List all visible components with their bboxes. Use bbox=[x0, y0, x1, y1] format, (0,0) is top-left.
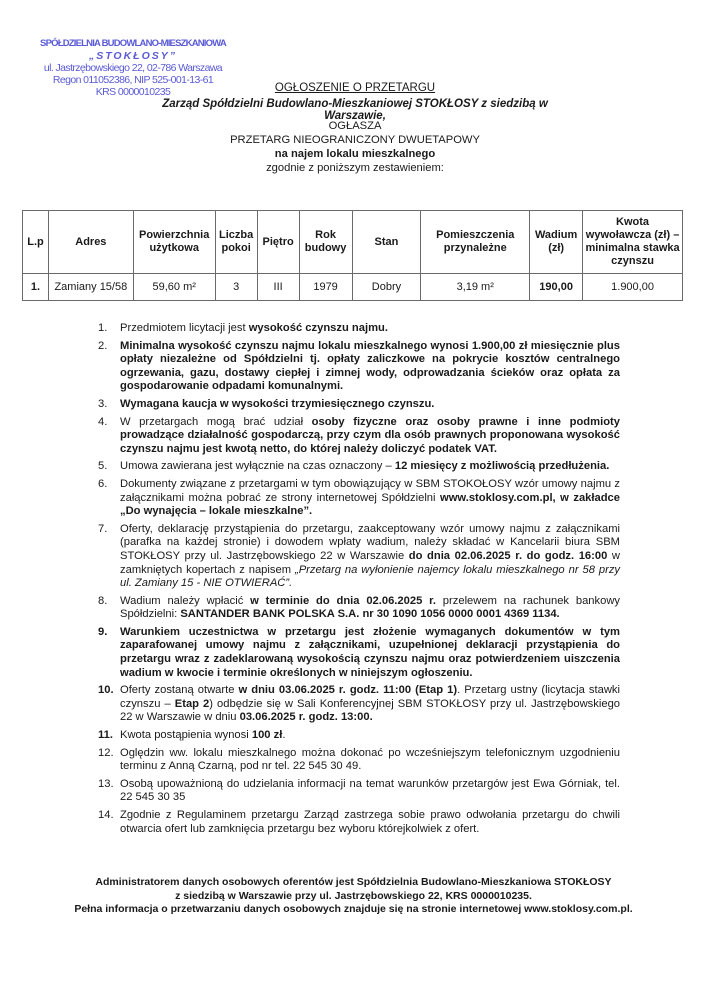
list-item-text: Osobą upoważnioną do udzielania informacji na temat warunków przetargów jest Ewa Górniak, tel. 22 545 30 35 bbox=[120, 777, 620, 804]
footer-line-3: Pełna informacja o przetwarzaniu danych osobowych znajduje się na stronie internetowej www.stoklosy.com.pl. bbox=[74, 903, 633, 915]
col-year: Rok budowy bbox=[299, 211, 352, 274]
list-item-number: 12. bbox=[98, 746, 114, 759]
col-starting-price: Kwota wywoławcza (zł) – minimalna stawka czynszu bbox=[583, 211, 683, 274]
announces: OGŁASZA bbox=[328, 120, 382, 132]
cell-rooms: 3 bbox=[215, 274, 257, 301]
list-item-number: 8. bbox=[98, 594, 108, 607]
list-item-text: Oferty zostaną otwarte w dniu 03.06.2025 r. godz. 11:00 (Etap 1). Przetarg ustny (licytacja stawki czynszu – Etap 2) odbędzie się w Sali Konferencyjnej SBM STOKŁOSY przy ul. Jastrzębowskiego 22 w Warszawie w dniu 03.06.2025 r. godz. 13:00. bbox=[120, 684, 621, 724]
col-condition: Stan bbox=[352, 211, 421, 274]
table-header-row bbox=[23, 211, 683, 274]
list-item-number: 6. bbox=[98, 477, 108, 490]
list-item-text: Wymagana kaucja w wysokości trzymiesięcznego czynszu. bbox=[120, 397, 435, 410]
stamp-address: ul. Jastrzębowskiego 22, 02-786 Warszawa bbox=[43, 62, 223, 74]
col-address: Adres bbox=[48, 211, 133, 274]
gdpr-footer bbox=[40, 876, 667, 917]
list-item-number: 7. bbox=[98, 522, 108, 535]
list-item-text: Minimalna wysokość czynszu najmu lokalu mieszkalnego wynosi 1.900,00 zł miesięcznie plus opłaty niezależne od Spółdzielni tj. opłaty zaliczkowe na pokrycie kosztów centralnego ogrzewania, gazu, dostawy ciepłej i zimnej wody, odprowadzania ścieków oraz opłata za gospodarowanie odpadami komunalnymi. bbox=[120, 339, 620, 393]
cell-starting-price: 1.900,00 bbox=[583, 274, 683, 301]
list-item-number: 13. bbox=[98, 777, 114, 790]
list-item-text: W przetargach mogą brać udział osoby fizyczne oraz osoby prawne i inne podmioty prowadzące działalność gospodarczą, przy czym dla osób prawnych proponowana wysokość czynszu najmu jest kwotą netto, do której należy doliczyć podatek VAT. bbox=[120, 415, 620, 455]
cell-year: 1979 bbox=[299, 274, 352, 301]
list-item-number: 14. bbox=[98, 809, 114, 821]
list-item-number: 10. bbox=[98, 684, 114, 697]
list-item bbox=[98, 416, 620, 457]
list-item-number: 9. bbox=[98, 625, 108, 638]
cell-condition: Dobry bbox=[352, 274, 421, 301]
list-item bbox=[98, 809, 620, 836]
list-item-text: Przedmiotem licytacji jest wysokość czynszu najmu. bbox=[120, 322, 388, 334]
list-item-text: Oględzin ww. lokalu mieszkalnego można dokonać po wcześniejszym telefonicznym uzgodnieniu terminu z Anną Czarną, pod nr tel. 22 545 30 49. bbox=[120, 746, 620, 773]
cell-floor: III bbox=[257, 274, 299, 301]
list-item-number: 2. bbox=[98, 339, 108, 352]
tender-type: PRZETARG NIEOGRANICZONY DWUETAPOWY bbox=[230, 134, 480, 146]
list-item-text: Warunkiem uczestnictwa w przetargu jest złożenie wymaganych dokumentów w tym zaparafowanej umowy najmu z załącznikami, uzupełnionej deklaracji przystąpienia do przetargu wraz z zadeklarowaną wysokością czynszu najmu oraz potwierdzeniem uiszczenia wadium w kwocie i terminie określonych w niniejszym ogłoszeniu. bbox=[120, 625, 620, 679]
list-item bbox=[98, 729, 620, 743]
property-table bbox=[22, 210, 683, 301]
list-item bbox=[98, 340, 620, 394]
list-item bbox=[98, 595, 620, 622]
list-item bbox=[98, 778, 620, 805]
list-item-number: 5. bbox=[98, 460, 108, 473]
table-row bbox=[23, 274, 683, 301]
announcement-block bbox=[140, 119, 570, 175]
list-item-text: Zgodnie z Regulaminem przetargu Zarząd zastrzega sobie prawo odwołania przetargu do chwili otwarcia ofert lub zamknięcia przetargu bez wyboru którejkolwiek z ofert. bbox=[120, 809, 620, 835]
col-deposit: Wadium (zł) bbox=[530, 211, 583, 274]
terms-list bbox=[98, 322, 620, 840]
list-item-text: Kwota postąpienia wynosi 100 zł. bbox=[120, 729, 286, 742]
board-statement: Zarząd Spółdzielni Budowlano-Mieszkaniowej STOKŁOSY z siedzibą w Warszawie, bbox=[162, 98, 548, 122]
list-item-text: Umowa zawierana jest wyłącznie na czas oznaczony – 12 miesięcy z możliwością przedłużenia. bbox=[120, 460, 610, 473]
document-title: OGŁOSZENIE O PRZETARGU bbox=[274, 82, 436, 94]
cell-area: 59,60 m² bbox=[133, 274, 215, 301]
col-area: Powierzchnia użytkowa bbox=[133, 211, 215, 274]
cell-address: Zamiany 15/58 bbox=[48, 274, 133, 301]
list-item-text: Dokumenty związane z przetargami w tym obowiązujący w SBM STOKOŁOSY wzór umowy najmu z załącznikami można pobrać ze strony internetowej Spółdzielni www.stoklosy.com.pl, w zakładce „Do wynajęcia – lokale mieszkalne”. bbox=[120, 477, 620, 518]
list-item-number: 4. bbox=[98, 415, 108, 428]
stamp-name: SPÓŁDZIELNIA BUDOWLANO-MIESZKANIOWA bbox=[40, 38, 226, 49]
footer-line-2: z siedzibą w Warszawie przy ul. Jastrzębowskiego 22, KRS 0000010235. bbox=[175, 889, 532, 902]
according-note: zgodnie z poniższym zestawieniem: bbox=[266, 162, 444, 174]
col-extra-rooms: Pomieszczenia przynależne bbox=[421, 211, 530, 274]
list-item bbox=[98, 523, 620, 591]
stamp-krs: KRS 0000010235 bbox=[95, 86, 171, 98]
list-item-number: 1. bbox=[98, 322, 108, 334]
list-item bbox=[98, 322, 620, 336]
cell-lp: 1. bbox=[23, 274, 49, 301]
col-rooms: Liczba pokoi bbox=[215, 211, 257, 274]
footer-line-1: Administratorem danych osobowych oferentów jest Spółdzielnia Budowlano-Mieszkaniowa STOKŁOSY bbox=[95, 876, 612, 888]
list-item bbox=[98, 684, 620, 725]
tender-subject: na najem lokalu mieszkalnego bbox=[274, 148, 436, 160]
list-item bbox=[98, 626, 620, 680]
list-item bbox=[98, 478, 620, 519]
list-item-number: 11. bbox=[98, 729, 113, 742]
stamp-short-name: „STOKŁOSY” bbox=[88, 50, 178, 62]
list-item bbox=[98, 747, 620, 774]
stamp-regon-nip: Regon 011052386, NIP 525-001-13-61 bbox=[52, 74, 214, 86]
list-item-text: Wadium należy wpłacić w terminie do dnia 02.06.2025 r. przelewem na rachunek bankowy Spółdzielni: SANTANDER BANK POLSKA S.A. nr 30 1090 1056 0000 0001 4369 1134. bbox=[120, 594, 620, 621]
list-item-number: 3. bbox=[98, 397, 108, 410]
list-item-text: Oferty, deklarację przystąpienia do przetargu, zaakceptowany wzór umowy najmu z załącznikami (parafka na każdej stronie) i dowodem wpłaty wadium, należy składać w Kancelarii biura SBM STOKŁOSY przy ul. Jastrzębowskiego 22 w Warszawie do dnia 02.06.2025 r. do godz. 16:00 w zamkniętych kopertach z napisem „Przetarg na wyłonienie najemcy lokalu mieszkalnego nr 58 przy ul. Zamiany 15 - NIE OTWIERAĆ”. bbox=[120, 522, 621, 590]
col-floor: Piętro bbox=[257, 211, 299, 274]
cell-extra-rooms: 3,19 m² bbox=[421, 274, 530, 301]
list-item bbox=[98, 460, 620, 474]
cell-deposit: 190,00 bbox=[530, 274, 583, 301]
col-lp: L.p bbox=[23, 211, 49, 274]
list-item bbox=[98, 398, 620, 412]
